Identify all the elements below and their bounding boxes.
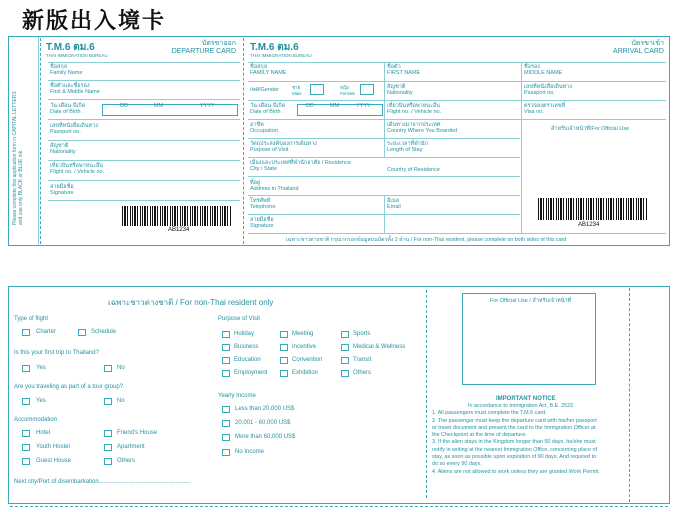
departure-dob: วัน-เดือน-ปีเกิด Date of Birth xyxy=(50,103,86,116)
accommodation-others-checkbox[interactable] xyxy=(104,458,112,465)
arrival-passport: เลขที่หนังสือเดินทาง Passport no. xyxy=(524,84,572,97)
arrival-card-title: บัตรขาเข้า ARRIVAL CARD xyxy=(613,40,664,55)
arrival-residence: เมืองและประเทศที่พำนักอาศัย / Residence City / State xyxy=(250,160,351,173)
charter-checkbox[interactable] xyxy=(22,329,30,336)
departure-form-code: T.M.6 ตม.6 xyxy=(46,42,95,53)
arrival-barcode-number: AB1234 xyxy=(578,222,600,228)
friends-house-checkbox[interactable] xyxy=(104,430,112,437)
income-less-20000-checkbox[interactable] xyxy=(222,406,230,413)
arrival-bureau: THAI IMMIGRATION BUREAU xyxy=(250,53,312,58)
purpose-education-checkbox[interactable] xyxy=(222,357,230,364)
tour-group-yes-checkbox[interactable] xyxy=(22,398,30,405)
arrival-gender: เพศ/Gender xyxy=(250,87,279,93)
arrival-country-boarded: เดินทางมาจากประเทศ Country Where You Boarded xyxy=(387,122,458,135)
back-header: เฉพาะชาวต่างชาติ / For non-Thai resident only xyxy=(108,298,274,307)
arrival-footer: เฉพาะชาวต่างชาติ กรุณากรอกข้อมูลบนบัตรทั้ง 2 ด้าน / For non-Thai resident, please complete on both sides of this card xyxy=(286,237,567,243)
youth-hostel-checkbox[interactable] xyxy=(22,444,30,451)
arrival-flight: เที่ยวบินหรือพาหนะอื่น Flight no. / Vehicle no. xyxy=(387,103,442,116)
yearly-income-label: Yearly Income xyxy=(218,393,256,399)
next-city-field[interactable]: Next city/Port of disembarkation....................................................... xyxy=(14,479,191,485)
arrival-first-name: ชื่อตัว FIRST NAME xyxy=(387,64,421,77)
purpose-exhibition-checkbox[interactable] xyxy=(280,370,288,377)
type-of-flight-label: Type of flight xyxy=(14,316,49,322)
departure-passport: เลขที่หนังสือเดินทาง Passport no. xyxy=(50,123,98,136)
arrival-occupation: อาชีพ Occupation xyxy=(250,122,278,135)
purpose-business-checkbox[interactable] xyxy=(222,344,230,351)
accommodation-label: Accommodation xyxy=(14,417,58,423)
departure-family-name: ชื่อสกุล Family Name xyxy=(50,64,83,77)
arrival-middle-name: ชื่อรอง MIDDLE NAME xyxy=(524,64,563,77)
arrival-length-of-stay: ระยะเวลาที่พำนัก Length of Stay xyxy=(387,141,428,154)
purpose-medical-checkbox[interactable] xyxy=(341,344,349,351)
departure-barcode-number: AB1234 xyxy=(168,227,190,233)
gender-female-checkbox[interactable] xyxy=(360,84,374,95)
side-note: Please complete this application form in CAPITAL LETTERS and use only BLACK or BLUE ink. xyxy=(12,91,24,225)
income-20001-60000-checkbox[interactable] xyxy=(222,420,230,427)
arrival-dob: วัน-เดือน-ปีเกิด Date of Birth xyxy=(250,103,286,116)
arrival-barcode xyxy=(538,198,648,220)
hotel-checkbox[interactable] xyxy=(22,430,30,437)
departure-signature: ลายมือชื่อ Signature xyxy=(50,184,74,197)
tear-line xyxy=(243,38,244,244)
arrival-telephone: โทรศัพท์ Telephone xyxy=(250,198,276,211)
purpose-holiday-checkbox[interactable] xyxy=(222,331,230,338)
arrival-email: อีเมล Email xyxy=(387,198,401,211)
arrival-visa: ตรวจลงตราเลขที่ Visa no. xyxy=(524,103,566,116)
income-more-60000-checkbox[interactable] xyxy=(222,434,230,441)
departure-first-name: ชื่อตัวและชื่อรอง First & Middle Name xyxy=(50,83,100,96)
purpose-others-checkbox[interactable] xyxy=(341,370,349,377)
gender-male-checkbox[interactable] xyxy=(310,84,324,95)
apartment-checkbox[interactable] xyxy=(104,444,112,451)
purpose-transit-checkbox[interactable] xyxy=(341,357,349,364)
arrival-purpose: วัตถุประสงค์ของการเดินทาง Purpose of Visit xyxy=(250,141,317,154)
official-use-box-label: For Official Use / สำหรับเจ้าหน้าที่ xyxy=(490,298,572,304)
purpose-convention-checkbox[interactable] xyxy=(280,357,288,364)
purpose-meeting-checkbox[interactable] xyxy=(280,331,288,338)
first-trip-no-checkbox[interactable] xyxy=(104,365,112,372)
arrival-form-code: T.M.6 ตม.6 xyxy=(250,42,299,53)
schedule-checkbox[interactable] xyxy=(78,329,86,336)
arrival-nationality: สัญชาติ Nationality xyxy=(387,84,413,97)
departure-card-title: บัตรขาออก DEPARTURE CARD xyxy=(171,40,236,55)
departure-nationality: สัญชาติ Nationality xyxy=(50,143,76,156)
arrival-family-name: ชื่อสกุล FAMILY NAME xyxy=(250,64,287,77)
departure-flight: เที่ยวบินหรือพาหนะอื่น Flight no. / Vehicle no. xyxy=(50,163,105,176)
first-trip-yes-checkbox[interactable] xyxy=(22,365,30,372)
tour-group-no-checkbox[interactable] xyxy=(104,398,112,405)
official-use-label: สำหรับเจ้าหน้าที่/For Official Use xyxy=(551,126,630,132)
first-trip-label: Is this your first trip to Thailand? xyxy=(14,350,99,356)
arrival-address: ที่อยู่ Address in Thailand xyxy=(250,180,299,193)
tour-group-label: Are you traveling as part of a tour group? xyxy=(14,384,124,390)
purpose-of-visit-label: Purpose of Visit xyxy=(218,316,260,322)
departure-barcode xyxy=(122,206,232,226)
arrival-country-of-residence: Country of Residence xyxy=(387,167,440,173)
arrival-signature: ลายมือชื่อ Signature xyxy=(250,217,274,230)
guest-house-checkbox[interactable] xyxy=(22,458,30,465)
purpose-employment-checkbox[interactable] xyxy=(222,370,230,377)
purpose-incentive-checkbox[interactable] xyxy=(280,344,288,351)
important-notice: In accordance to Immigration Act, B.E. 2522 1. All passengers must complete the T.M.6 card. 2. The passenger must keep the departure card with his/her passport or travel document and present the card to the Immigration Officer at the Checkpoint at the time of departure. 3. If the alien stays in the Kingdom longer than 90 days, he/she must notify in writing at the nearest Immigration Office, concerning place of stay, as soon as possible upon expiration of 90 days. And required to do so every 90 days. 4. Aliens are not allowed to work unless they are granted Work Permit. xyxy=(432,403,600,475)
notice-title: IMPORTANT NOTICE xyxy=(496,396,556,402)
departure-bureau: THAI IMMIGRATION BUREAU xyxy=(46,53,108,58)
purpose-sports-checkbox[interactable] xyxy=(341,331,349,338)
income-none-checkbox[interactable] xyxy=(222,449,230,456)
page-title: 新版出入境卡 xyxy=(22,9,167,34)
official-use-box xyxy=(462,293,596,385)
